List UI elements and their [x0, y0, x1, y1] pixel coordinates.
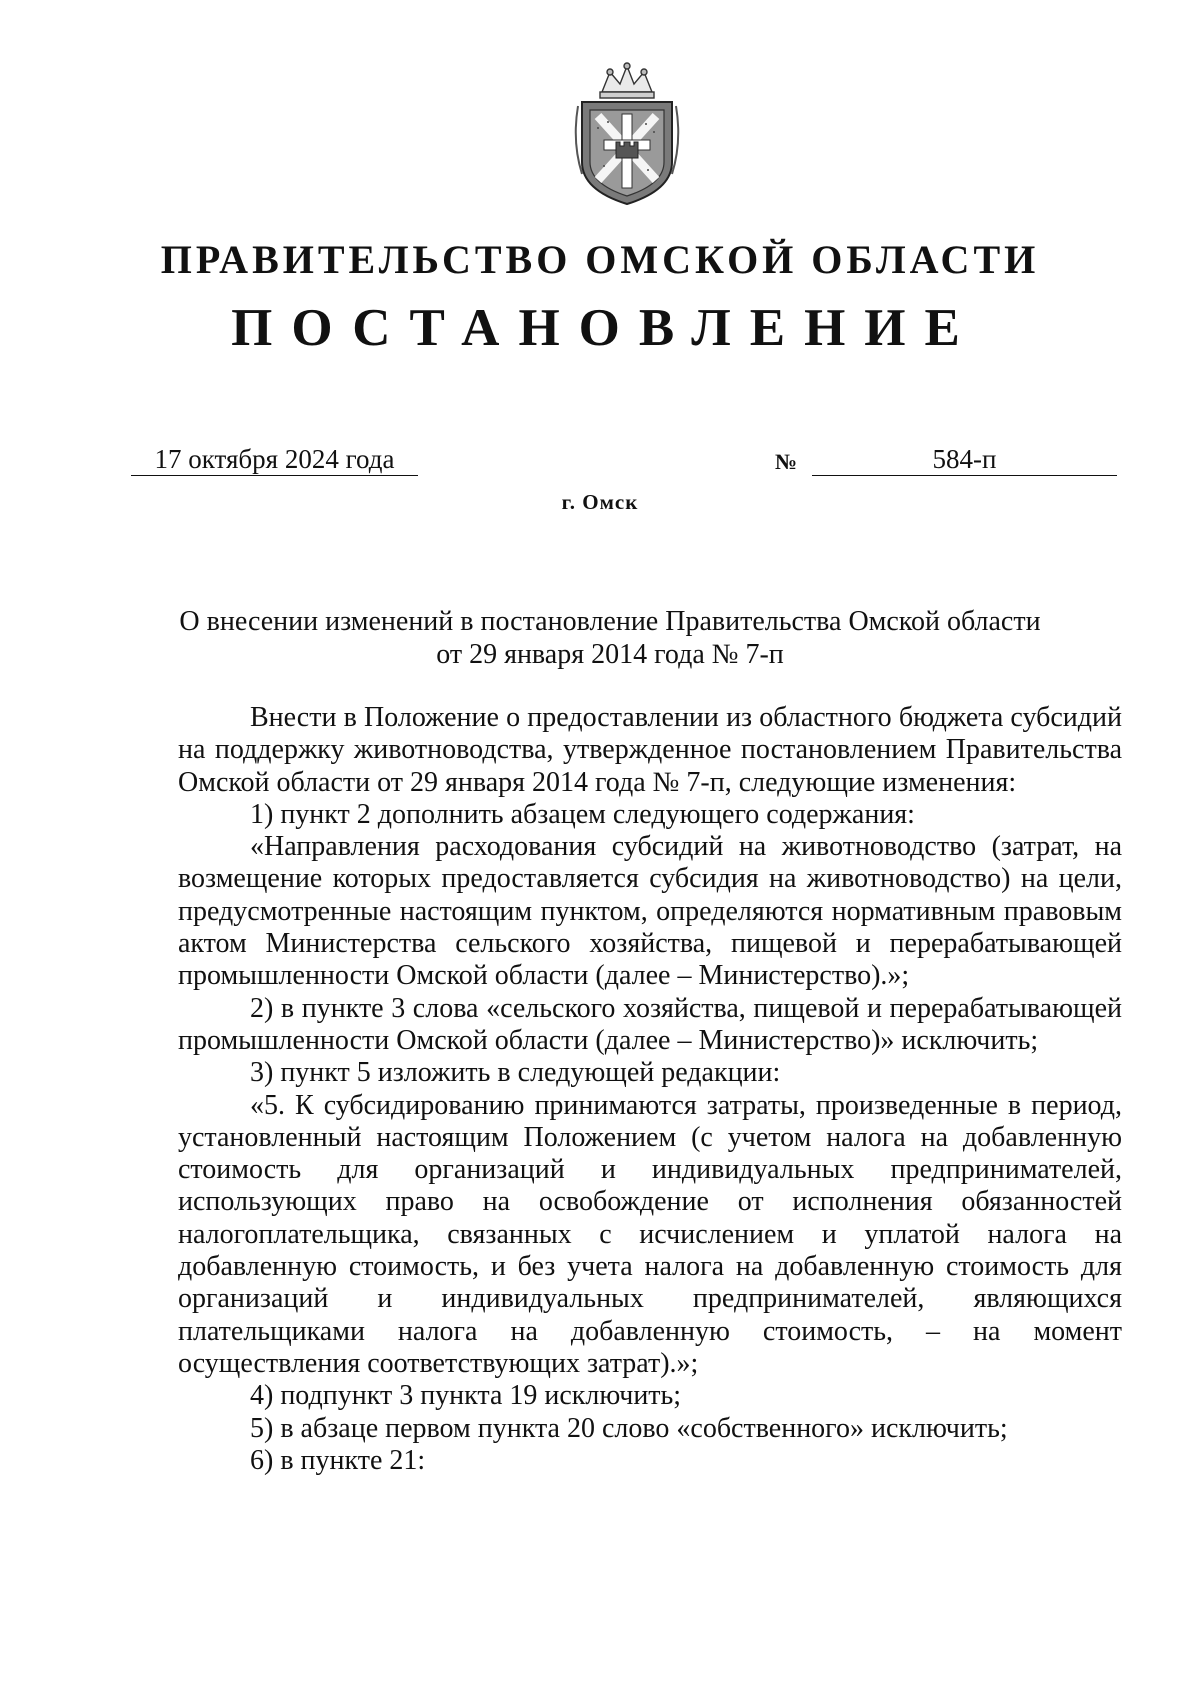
city-label: г. Омск: [561, 490, 639, 514]
number-sign: №: [775, 449, 798, 474]
document-body: [178, 702, 1122, 1477]
body-paragraph: 6) в пункте 21:: [250, 1444, 426, 1476]
body-paragraph: 5) в абзаце первом пункта 20 слово «собственного» исключить;: [250, 1412, 1008, 1444]
body-paragraph: «5. К субсидированию принимаются затраты, произведенные в период, установленный настоящим Положением (с учетом налога на добавленную стоимость для организаций и индивидуальных предпринимателей, использующих право на освобождение от исполнения обязанностей налогоплательщика, связанных с исчислением и уплатой налога на добавленную стоимость, и без учета налога на добавленную стоимость для организаций и индивидуальных предпринимателей, являющихся плательщиками налога на добавленную стоимость, – на момент осуществления соответствующих затрат).»;: [178, 1089, 1122, 1379]
document-subject: [140, 605, 1080, 671]
body-paragraph: 3) пункт 5 изложить в следующей редакции:: [250, 1057, 781, 1089]
body-paragraph: «Направления расходования субсидий на животноводство (затрат, на возмещение которых предоставляется субсидия на животноводство) на цели, предусмотренные настоящим пунктом, определяются нормативным правовым актом Министерства сельского хозяйства, пищевой и перерабатывающей промышленности Омской области (далее – Министерство).»;: [178, 831, 1122, 992]
body-paragraph: 4) подпункт 3 пункта 19 исключить;: [250, 1380, 682, 1412]
organization-title: ПРАВИТЕЛЬСТВО ОМСКОЙ ОБЛАСТИ: [160, 237, 1040, 282]
body-paragraph: 1) пункт 2 дополнить абзацем следующего содержания:: [250, 798, 915, 830]
coat-of-arms-icon: [568, 62, 686, 207]
document-date: 17 октября 2024 года: [131, 443, 418, 476]
subject-line: от 29 января 2014 года № 7-п: [436, 639, 784, 670]
document-number: 584-п: [812, 443, 1117, 476]
subject-line: О внесении изменений в постановление Правительства Омской области: [179, 606, 1041, 637]
body-paragraph: Внести в Положение о предоставлении из областного бюджета субсидий на поддержку животноводства, утвержденное постановлением Правительства Омской области от 29 января 2014 года № 7-п, следующие изменения:: [178, 702, 1122, 798]
body-paragraph: 2) в пункте 3 слова «сельского хозяйства, пищевой и перерабатывающей промышленности Омской области (далее – Министерство)» исключить;: [178, 992, 1122, 1056]
document-type-title: ПОСТАНОВЛЕНИЕ: [231, 299, 979, 357]
